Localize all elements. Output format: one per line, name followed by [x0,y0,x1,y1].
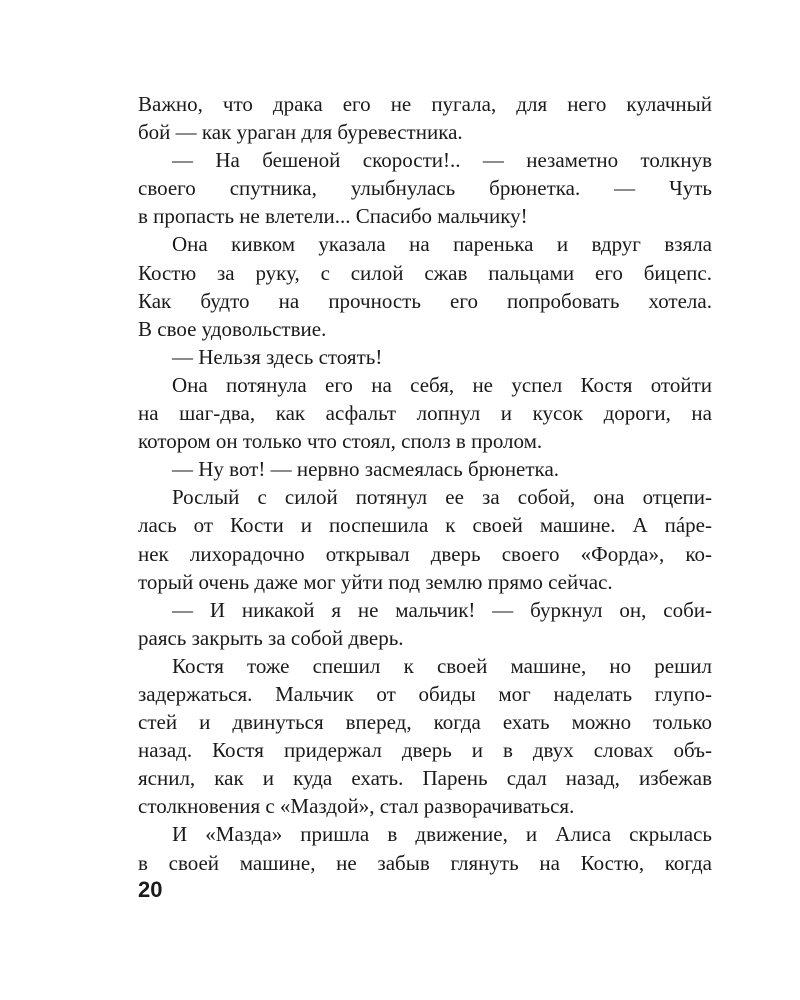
text-line: стей и двинуться вперед, когда ехать можно только [138,710,712,735]
text-line: — На бешеной скорости!.. — незаметно толкнув [172,148,712,173]
text-line: И «Мазда» пришла в движение, и Алиса скрылась [172,822,712,847]
text-line: в пропасть не влетели... Спасибо мальчику! [138,204,528,229]
text-line: — Ну вот! — нервно засмеялась брюнетка. [172,457,560,482]
text-line: задержаться. Мальчик от обиды мог наделать глупо- [138,681,712,706]
text-line: лась от Кости и поспешила к своей машине. А пáре- [138,513,712,538]
text-line: столкновения с «Маздой», стал разворачиваться. [138,794,575,819]
text-line: — Нельзя здесь стоять! [172,344,383,369]
text-line: раясь закрыть за собой дверь. [138,625,404,650]
text-line: Костю за руку, с силой сжав пальцами его бицепс. [138,260,712,285]
text-line: на шаг-два, как асфальт лопнул и кусок дороги, на [138,401,712,426]
text-line: в своей машине, не забыв глянуть на Костю, когда [138,850,712,875]
text-line: яснил, как и куда ехать. Парень сдал назад, избежав [138,766,712,791]
text-line: бой — как ураган для буревестника. [138,120,463,145]
text-line: нек лихорадочно открывал дверь своего «Форда», ко- [138,541,712,566]
text-line: Как будто на прочность его попробовать хотела. [138,288,712,313]
text-line: своего спутника, улыбнулась брюнетка. — Чуть [138,176,712,201]
text-line: В свое удовольствие. [138,316,327,341]
text-line: Она кивком указала на паренька и вдруг взяла [172,232,712,257]
text-line: котором он только что стоял, сполз в пролом. [138,429,543,454]
body-text [138,90,712,877]
text-line: Костя тоже спешил к своей машине, но решил [172,653,712,678]
text-line: торый очень даже мог уйти под землю прямо сейчас. [138,569,613,594]
page-number: 20 [138,877,163,902]
text-line: Рослый с силой потянул ее за собой, она отцепи- [172,485,712,510]
text-line: — И никакой я не мальчик! — буркнул он, соби- [172,597,712,622]
text-line: Она потянула его на себя, не успел Костя отойти [172,372,712,397]
text-line: назад. Костя придержал дверь и в двух словах объ- [138,738,712,763]
text-line: Важно, что драка его не пугала, для него кулачный [138,92,712,116]
